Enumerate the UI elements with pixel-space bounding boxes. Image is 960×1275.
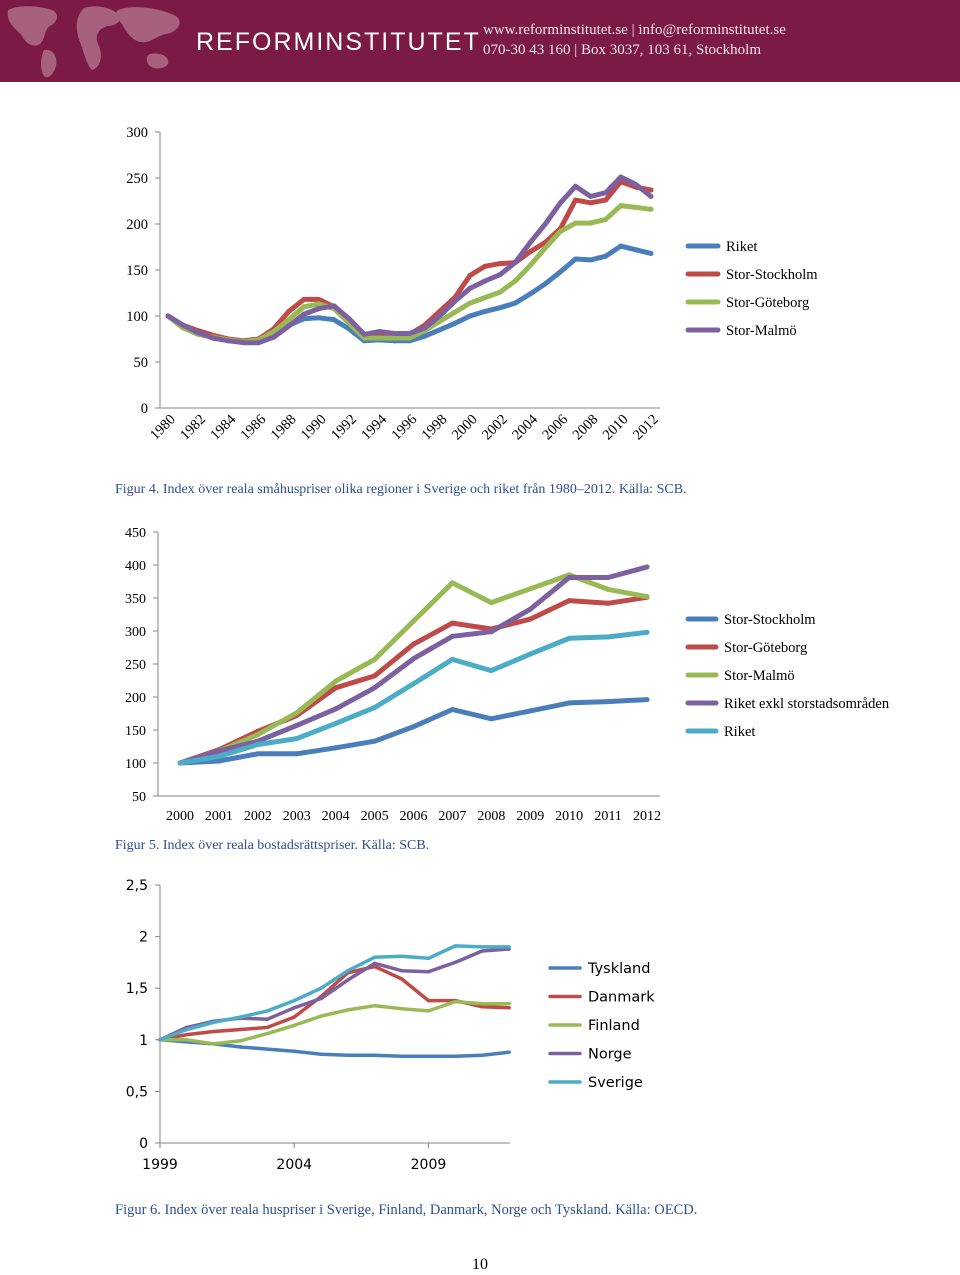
data-point-sverige — [346, 969, 350, 973]
x-tick-label: 1990 — [297, 411, 330, 444]
data-point-riket — [558, 269, 563, 274]
data-point-norge — [400, 969, 404, 973]
data-point-finland — [427, 1009, 431, 1013]
data-point-stor-malm — [573, 184, 578, 189]
data-point-stor-malm — [422, 325, 427, 330]
data-point-tyskland — [373, 1054, 377, 1058]
x-tick-label: 1999 — [142, 1157, 178, 1173]
data-point-stor-malm — [543, 222, 548, 227]
data-point-riket-exkl-storstadsomr-den — [450, 634, 455, 639]
data-point-riket — [178, 761, 183, 766]
data-point-stor-malm — [467, 286, 472, 291]
data-point-norge — [319, 997, 323, 1001]
y-tick-label: 200 — [125, 691, 146, 706]
data-point-riket — [332, 317, 337, 322]
data-point-stor-malm — [450, 580, 455, 585]
legend-label: Sverige — [588, 1075, 643, 1091]
data-point-stor-malm — [316, 306, 321, 311]
data-point-stor-stockholm — [255, 751, 260, 756]
data-point-stor-malm — [452, 299, 457, 304]
data-point-sverige — [292, 999, 296, 1003]
data-point-stor-stockholm — [301, 297, 306, 302]
data-point-stor-g-teborg — [603, 217, 608, 222]
data-point-tyskland — [292, 1049, 296, 1053]
data-point-riket — [633, 247, 638, 252]
data-point-riket — [543, 281, 548, 286]
legend-label: Riket — [724, 724, 756, 740]
data-point-stor-stockholm — [372, 739, 377, 744]
data-point-stor-g-teborg — [618, 203, 623, 208]
x-tick-label: 1996 — [388, 411, 421, 444]
chart-fig4-smahuspriser — [0, 110, 960, 490]
data-point-stor-stockholm — [489, 716, 494, 721]
data-point-stor-stockholm — [450, 707, 455, 712]
data-point-stor-g-teborg — [452, 310, 457, 315]
data-point-stor-malm — [498, 272, 503, 277]
data-point-danmark — [266, 1026, 270, 1030]
data-point-danmark — [185, 1033, 189, 1037]
data-point-stor-malm — [489, 600, 494, 605]
data-point-stor-stockholm — [606, 699, 611, 704]
data-point-finland — [292, 1024, 296, 1028]
data-point-stor-stockholm — [286, 309, 291, 314]
data-point-sverige — [239, 1015, 243, 1019]
data-point-stor-g-teborg — [392, 336, 397, 341]
x-tick-label: 2009 — [516, 809, 545, 824]
legend-label: Stor-Stockholm — [726, 267, 818, 283]
data-point-danmark — [292, 1015, 296, 1019]
data-point-riket — [645, 630, 650, 635]
data-point-tyskland — [266, 1047, 270, 1051]
x-tick-label: 1998 — [418, 411, 451, 444]
data-point-stor-stockholm — [411, 724, 416, 729]
data-point-sverige — [158, 1038, 162, 1042]
data-point-stor-malm — [645, 594, 650, 599]
y-tick-label: 50 — [133, 355, 148, 371]
data-point-stor-malm — [377, 329, 382, 334]
y-tick-label: 400 — [125, 559, 146, 574]
contact-web-email: www.reforminstitutet.se | info@reforminstitutet.se — [483, 22, 786, 38]
data-point-stor-g-teborg — [372, 673, 377, 678]
data-point-stor-stockholm — [588, 200, 593, 205]
data-point-stor-stockholm — [467, 273, 472, 278]
data-point-finland — [480, 1002, 484, 1006]
data-point-stor-g-teborg — [567, 598, 572, 603]
data-point-stor-malm — [588, 194, 593, 199]
x-tick-label: 2010 — [555, 809, 584, 824]
data-point-riket — [513, 301, 518, 306]
x-tick-label: 2001 — [204, 809, 233, 824]
x-tick-label: 2004 — [321, 809, 350, 824]
data-point-riket-exkl-storstadsomr-den — [216, 749, 221, 754]
data-point-stor-stockholm — [528, 249, 533, 254]
data-point-stor-g-teborg — [528, 263, 533, 268]
data-point-finland — [239, 1039, 243, 1043]
data-point-riket-exkl-storstadsomr-den — [489, 629, 494, 634]
data-point-stor-g-teborg — [407, 336, 412, 341]
data-point-stor-g-teborg — [286, 317, 291, 322]
y-tick-label: 200 — [126, 217, 148, 233]
data-point-tyskland — [400, 1055, 404, 1059]
data-point-stor-malm — [241, 340, 246, 345]
data-point-stor-stockholm — [567, 700, 572, 705]
page-number: 10 — [472, 1256, 488, 1273]
data-point-danmark — [212, 1030, 216, 1034]
y-tick-label: 0,5 — [125, 1084, 148, 1101]
chart-fig5-bostadsratter — [0, 515, 960, 845]
data-point-stor-g-teborg — [558, 229, 563, 234]
x-tick-label: 1982 — [177, 411, 210, 444]
y-tick-label: 300 — [125, 625, 146, 640]
x-tick-label: 2012 — [630, 411, 662, 444]
data-point-riket-exkl-storstadsomr-den — [333, 706, 338, 711]
data-point-norge — [427, 970, 431, 974]
data-point-riket-exkl-storstadsomr-den — [411, 656, 416, 661]
data-point-stor-malm — [226, 338, 231, 343]
data-point-stor-g-teborg — [513, 279, 518, 284]
data-point-stor-stockholm — [294, 751, 299, 756]
x-tick-label: 2004 — [509, 411, 542, 444]
data-point-stor-malm — [196, 330, 201, 335]
data-point-riket-exkl-storstadsomr-den — [372, 685, 377, 690]
data-point-stor-stockholm — [649, 187, 654, 192]
data-point-finland — [212, 1042, 216, 1046]
data-point-danmark — [480, 1005, 484, 1009]
y-tick-label: 150 — [125, 724, 146, 739]
organization-name: REFORMINSTITUTET — [196, 28, 481, 56]
data-point-tyskland — [427, 1055, 431, 1059]
data-point-stor-g-teborg — [482, 295, 487, 300]
world-map-icon — [0, 0, 190, 82]
data-point-riket — [649, 251, 654, 256]
y-tick-label: 350 — [125, 592, 146, 607]
data-point-stor-malm — [255, 732, 260, 737]
data-point-stor-malm — [633, 182, 638, 187]
data-point-stor-g-teborg — [411, 642, 416, 647]
legend-label: Stor-Malmö — [726, 323, 797, 339]
y-tick-label: 0 — [140, 401, 148, 417]
figure-5-caption: Figur 5. Index över reala bostadsrättspriser. Källa: SCB. — [115, 838, 430, 853]
x-tick-label: 2011 — [594, 809, 622, 824]
data-point-stor-malm — [294, 710, 299, 715]
x-tick-label: 2006 — [539, 411, 572, 444]
data-point-sverige — [373, 955, 377, 959]
y-tick-label: 2 — [139, 929, 148, 946]
data-point-sverige — [266, 1009, 270, 1013]
data-point-riket-exkl-storstadsomr-den — [294, 723, 299, 728]
data-point-norge — [266, 1017, 270, 1021]
y-tick-label: 0 — [139, 1136, 148, 1152]
data-point-tyskland — [319, 1052, 323, 1056]
data-point-riket-exkl-storstadsomr-den — [528, 607, 533, 612]
data-point-stor-g-teborg — [450, 621, 455, 626]
data-point-stor-malm — [256, 340, 261, 345]
data-point-stor-malm — [411, 619, 416, 624]
data-point-riket — [294, 736, 299, 741]
data-point-tyskland — [454, 1055, 458, 1059]
data-point-norge — [346, 978, 350, 982]
data-point-stor-stockholm — [573, 198, 578, 203]
x-tick-label: 1984 — [207, 411, 240, 444]
legend-label: Stor-Göteborg — [724, 640, 808, 656]
legend-label: Stor-Göteborg — [726, 295, 810, 311]
x-tick-label: 2012 — [633, 809, 661, 824]
series-line-riket — [168, 246, 651, 342]
data-point-stor-g-teborg — [377, 336, 382, 341]
data-point-riket — [450, 657, 455, 662]
data-point-riket — [606, 634, 611, 639]
x-tick-label: 1988 — [267, 411, 300, 444]
data-point-stor-malm — [181, 323, 186, 328]
x-tick-label: 2000 — [166, 809, 194, 824]
data-point-stor-g-teborg — [573, 221, 578, 226]
data-point-stor-stockholm — [528, 708, 533, 713]
data-point-stor-g-teborg — [528, 617, 533, 622]
data-point-danmark — [400, 977, 404, 981]
legend-label: Norge — [588, 1046, 632, 1063]
data-point-stor-malm — [301, 312, 306, 317]
x-tick-label: 1980 — [147, 411, 179, 444]
data-point-danmark — [239, 1028, 243, 1032]
series-line-stor-g-teborg — [168, 206, 651, 342]
data-point-riket — [422, 334, 427, 339]
figure-6-caption: Figur 6. Index över reala huspriser i Sverige, Finland, Danmark, Norge och Tyskland. Källa: OECD. — [115, 1202, 698, 1218]
data-point-norge — [292, 1006, 296, 1010]
x-tick-label: 1986 — [237, 411, 270, 444]
x-tick-label: 2009 — [410, 1157, 447, 1173]
data-point-stor-g-teborg — [498, 290, 503, 295]
data-point-stor-malm — [649, 194, 654, 199]
y-tick-label: 150 — [126, 263, 148, 279]
y-tick-label: 450 — [125, 526, 146, 541]
x-tick-label: 1994 — [358, 411, 391, 444]
x-tick-label: 2010 — [599, 411, 632, 444]
data-point-sverige — [212, 1021, 216, 1025]
x-tick-label: 2003 — [282, 809, 311, 824]
x-tick-label: 2002 — [243, 809, 272, 824]
contact-phone-address: 070-30 43 160 | Box 3037, 103 61, Stockholm — [483, 42, 762, 58]
data-point-riket-exkl-storstadsomr-den — [645, 564, 650, 569]
legend-label: Riket — [726, 239, 758, 255]
y-tick-label: 250 — [126, 171, 148, 187]
legend-label: Tyskland — [588, 961, 651, 977]
data-point-stor-g-teborg — [543, 245, 548, 250]
data-point-stor-g-teborg — [301, 304, 306, 309]
data-point-riket — [316, 315, 321, 320]
figure-4-caption: Figur 4. Index över reala småhuspriser olika regioner i Sverige och riket från 1980–2012. Källa: SCB. — [115, 482, 687, 497]
data-point-norge — [480, 949, 484, 953]
data-point-tyskland — [480, 1054, 484, 1058]
data-point-stor-malm — [332, 303, 337, 308]
data-point-stor-g-teborg — [467, 301, 472, 306]
data-point-stor-stockholm — [333, 745, 338, 750]
series-line-stor-stockholm — [180, 700, 647, 763]
data-point-finland — [266, 1032, 270, 1036]
data-point-stor-malm — [606, 587, 611, 592]
data-point-sverige — [185, 1028, 189, 1032]
data-point-stor-g-teborg — [333, 685, 338, 690]
data-point-stor-malm — [271, 335, 276, 340]
data-point-stor-stockholm — [645, 697, 650, 702]
data-point-stor-stockholm — [603, 198, 608, 203]
x-tick-label: 2004 — [276, 1157, 313, 1173]
data-point-norge — [454, 961, 458, 965]
data-point-danmark — [427, 999, 431, 1003]
data-point-riket — [573, 256, 578, 261]
y-tick-label: 2,5 — [125, 878, 148, 894]
y-tick-label: 1,5 — [125, 981, 148, 998]
data-point-riket — [333, 721, 338, 726]
legend-label: Riket exkl storstadsområden — [724, 696, 890, 712]
x-tick-label: 2007 — [438, 809, 467, 824]
y-tick-label: 100 — [125, 757, 146, 772]
data-point-stor-malm — [618, 175, 623, 180]
data-point-riket — [489, 668, 494, 673]
data-point-stor-malm — [528, 586, 533, 591]
x-tick-label: 2008 — [477, 809, 506, 824]
data-point-finland — [454, 1000, 458, 1004]
data-point-stor-g-teborg — [606, 601, 611, 606]
data-point-finland — [346, 1008, 350, 1012]
y-tick-label: 50 — [132, 790, 146, 805]
legend-label: Stor-Stockholm — [724, 612, 816, 628]
data-point-sverige — [319, 986, 323, 990]
data-point-stor-malm — [347, 316, 352, 321]
data-point-riket-exkl-storstadsomr-den — [567, 575, 572, 580]
data-point-riket — [411, 681, 416, 686]
data-point-finland — [373, 1004, 377, 1008]
data-point-stor-malm — [528, 240, 533, 245]
data-point-tyskland — [346, 1054, 350, 1058]
data-point-riket — [467, 314, 472, 319]
data-point-stor-malm — [333, 679, 338, 684]
data-point-stor-g-teborg — [588, 221, 593, 226]
data-point-riket — [567, 636, 572, 641]
x-tick-label: 2006 — [399, 809, 428, 824]
data-point-stor-malm — [513, 260, 518, 265]
data-point-stor-malm — [286, 324, 291, 329]
data-point-riket — [452, 321, 457, 326]
data-point-riket — [603, 254, 608, 259]
x-tick-label: 2002 — [479, 411, 511, 444]
data-point-stor-malm — [482, 279, 487, 284]
header-banner — [0, 0, 960, 82]
data-point-tyskland — [239, 1045, 243, 1049]
data-point-sverige — [427, 957, 431, 961]
data-point-sverige — [480, 945, 484, 949]
data-point-stor-malm — [558, 200, 563, 205]
data-point-riket — [372, 705, 377, 710]
data-point-riket — [588, 257, 593, 262]
data-point-sverige — [400, 954, 404, 958]
data-point-finland — [319, 1014, 323, 1018]
x-tick-label: 2000 — [448, 411, 481, 444]
data-point-riket — [528, 291, 533, 296]
data-point-stor-g-teborg — [633, 205, 638, 210]
x-tick-label: 2008 — [569, 411, 602, 444]
data-point-tyskland — [507, 1050, 511, 1054]
data-point-riket — [498, 305, 503, 310]
x-tick-label: 2005 — [360, 809, 389, 824]
data-point-stor-malm — [437, 314, 442, 319]
data-point-stor-malm — [392, 331, 397, 336]
data-point-stor-stockholm — [482, 264, 487, 269]
data-point-stor-malm — [211, 336, 216, 341]
data-point-stor-malm — [603, 190, 608, 195]
data-point-sverige — [507, 945, 511, 949]
data-point-norge — [373, 962, 377, 966]
data-point-riket — [482, 309, 487, 314]
legend-label: Finland — [588, 1018, 640, 1034]
data-point-stor-g-teborg — [649, 207, 654, 212]
data-point-riket — [618, 244, 623, 249]
data-point-finland — [400, 1007, 404, 1011]
data-point-finland — [185, 1038, 189, 1042]
data-point-stor-stockholm — [498, 261, 503, 266]
y-tick-label: 100 — [126, 309, 148, 325]
data-point-sverige — [454, 944, 458, 948]
data-point-finland — [507, 1002, 511, 1006]
x-tick-label: 1992 — [328, 411, 360, 444]
y-tick-label: 250 — [125, 658, 146, 673]
data-point-riket-exkl-storstadsomr-den — [606, 575, 611, 580]
legend-label: Stor-Malmö — [724, 668, 795, 684]
data-point-stor-stockholm — [316, 297, 321, 302]
data-point-riket — [216, 754, 221, 759]
y-tick-label: 1 — [139, 1032, 148, 1049]
data-point-stor-malm — [407, 331, 412, 336]
data-point-stor-stockholm — [216, 759, 221, 764]
data-point-riket — [528, 652, 533, 657]
y-tick-label: 300 — [126, 125, 148, 141]
chart-fig6-huspriser-nordic — [0, 868, 960, 1178]
data-point-riket — [437, 327, 442, 332]
data-point-stor-malm — [372, 657, 377, 662]
data-point-riket — [255, 742, 260, 747]
data-point-stor-malm — [362, 332, 367, 337]
data-point-danmark — [507, 1006, 511, 1010]
legend-label: Danmark — [588, 989, 655, 1006]
data-point-stor-malm — [166, 314, 171, 319]
